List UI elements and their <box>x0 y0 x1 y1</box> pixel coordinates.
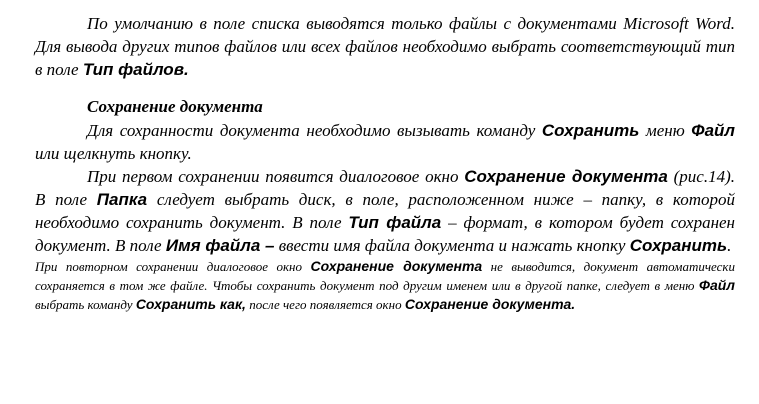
paragraph-file-list-default <box>35 12 735 81</box>
paragraph-first-save <box>35 165 735 257</box>
term-save: Сохранить <box>541 121 640 140</box>
text: следует выбрать диск, в поле, расположенном ниже – папку, в которой необходимо сохранить документ. В поле <box>35 190 735 232</box>
text: или щелкнуть кнопку. <box>35 144 192 163</box>
text: При первом сохранении появится диалоговое окно <box>87 167 465 186</box>
text: ввести имя файла документа и нажать кнопку <box>274 236 630 255</box>
term-save-dialog: Сохранение документа. <box>404 296 576 312</box>
term-save-as: Сохранить как, <box>135 296 246 312</box>
term-save-dialog: Сохранение документа <box>310 258 483 274</box>
text: . <box>727 236 732 255</box>
term-save-dialog: Сохранение документа <box>464 167 668 186</box>
term-file-name: Имя файла – <box>165 236 275 255</box>
paragraph-save-command <box>35 119 735 165</box>
text: не выводится, документ автоматически сохраняется в том же файле. Чтобы сохранить документ под другим именем или в другой папке, следует в меню <box>35 259 736 293</box>
term-save-button: Сохранить <box>629 236 728 255</box>
section-heading: Сохранение документа <box>87 97 263 116</box>
text: Для сохранности документа необходимо вызывать команду <box>87 121 542 140</box>
term-file-type-field: Тип файла <box>348 213 442 232</box>
term-file-menu: Файл <box>691 121 735 140</box>
text: При повторном сохранении диалоговое окно <box>35 259 311 274</box>
term-file-type: Тип файлов. <box>82 60 189 79</box>
text: (рис.14). В поле <box>35 167 736 209</box>
term-file-menu: Файл <box>699 277 735 293</box>
text: после чего появляется окно <box>245 297 405 312</box>
text: выбрать команду <box>35 297 136 312</box>
document-page <box>35 12 735 314</box>
text: меню <box>639 121 692 140</box>
term-folder: Папка <box>96 190 148 209</box>
text: По умолчанию в поле списка выводятся только файлы с документами Microsoft Word. Для вывода других типов файлов или всех файлов необходимо выбрать соответствующий тип в поле <box>35 14 735 79</box>
text: – формат, в котором будет сохранен документ. В поле <box>35 213 735 255</box>
paragraph-repeat-save <box>35 257 735 314</box>
